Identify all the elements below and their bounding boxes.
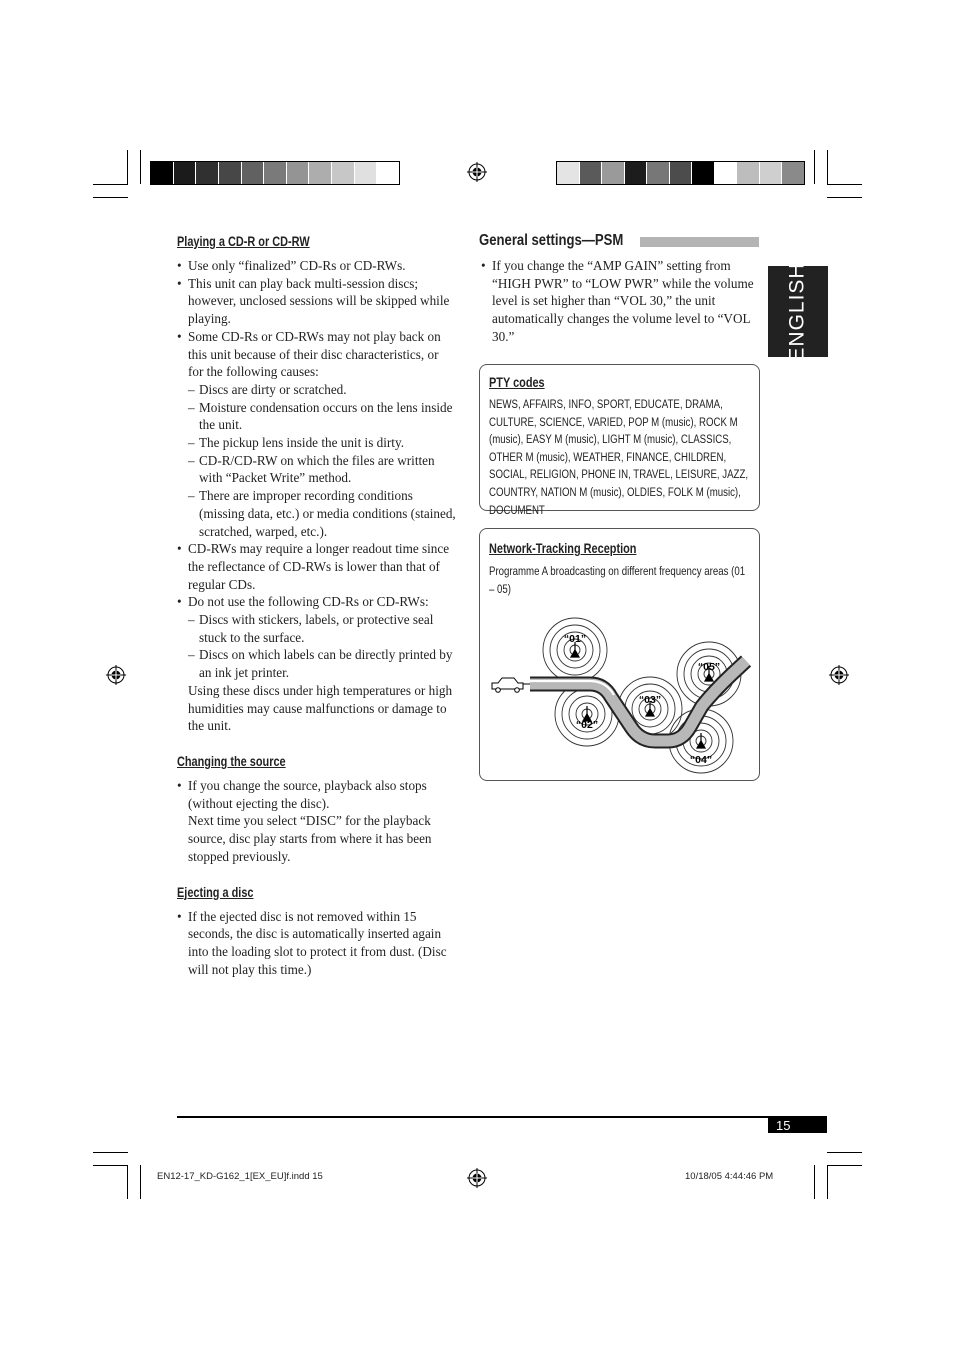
color-swatch: [241, 162, 264, 184]
cause-item: – Discs are dirty or scratched.: [188, 381, 457, 399]
area-label: “02”: [575, 719, 599, 731]
right-column: [479, 232, 761, 346]
crop-mark: [827, 1165, 862, 1166]
pty-codes-title: PTY codes: [489, 374, 545, 390]
avoid-item: – Discs with stickers, labels, or protective seal stuck to the surface.: [188, 611, 457, 646]
list-item-note: Using these discs under high temperatures or high humidities may cause malfunctions or damage to the unit.: [188, 682, 453, 734]
cause-item: – The pickup lens inside the unit is dirty.: [188, 434, 457, 452]
registration-target-icon: [106, 665, 126, 685]
registration-target-icon: [467, 162, 487, 182]
language-side-tab: [768, 262, 828, 362]
print-timestamp: 10/18/05 4:44:46 PM: [685, 1171, 774, 1182]
color-swatch: [714, 162, 737, 184]
color-swatch: [579, 162, 602, 184]
crop-mark: [93, 1152, 128, 1153]
list-item: • Use only “finalized” CD-Rs or CD-RWs.: [177, 257, 457, 275]
color-swatch: [151, 162, 173, 184]
color-swatch: [195, 162, 218, 184]
pty-codes-text-wrap: [489, 396, 823, 519]
general-settings-list: [481, 257, 761, 346]
cause-item: – Moisture condensation occurs on the lens inside the unit.: [188, 399, 457, 434]
general-heading-wrap: [479, 232, 761, 252]
color-swatch: [646, 162, 669, 184]
area-label: “03”: [638, 694, 662, 706]
registration-target-icon: [829, 665, 849, 685]
list-item: [177, 328, 457, 540]
list-item-note: Next time you select “DISC” for the playback source, disc play starts from where it has been stopped previously.: [188, 813, 432, 864]
crop-mark: [140, 150, 141, 184]
network-diagram: [480, 529, 759, 780]
crop-mark: [93, 184, 128, 185]
list-item: [177, 593, 457, 735]
crop-mark: [93, 197, 128, 198]
list-item: [177, 777, 457, 866]
color-swatch: [736, 162, 759, 184]
crop-mark: [827, 197, 862, 198]
list-item: • If you change the “AMP GAIN” setting from “HIGH PWR” to “LOW PWR” while the volume level is set higher than “VOL 30,” the unit automatically changes the volume level to “VOL 30.”: [481, 257, 761, 346]
crop-mark: [814, 1165, 815, 1199]
cause-item: – CD-R/CD-RW on which the files are written with “Packet Write” method.: [188, 452, 457, 487]
color-swatch: [557, 162, 579, 184]
avoid-item: – Discs on which labels can be directly printed by an ink jet printer.: [188, 646, 457, 681]
source-section-heading-wrap: [177, 753, 457, 771]
color-calibration-bar-left: [150, 161, 400, 185]
causes-list: [188, 381, 457, 540]
crop-mark: [827, 184, 862, 185]
list-item: • CD-RWs may require a longer readout time since the reflectance of CD-RWs is lower than that of regular CDs.: [177, 540, 457, 593]
color-swatch: [331, 162, 354, 184]
crop-mark: [827, 1165, 828, 1199]
color-swatch: [601, 162, 624, 184]
color-swatch: [263, 162, 286, 184]
car-icon: [492, 678, 530, 692]
area-label: “05”: [697, 661, 721, 673]
heading-bar: [640, 237, 759, 247]
cause-item: – There are improper recording conditions (missing data, etc.) or media conditions (stained, scratched, warped, etc.).: [188, 487, 457, 540]
area-label: “04”: [689, 754, 713, 766]
source-section-title: Changing the source: [177, 752, 286, 769]
list-item-text: Do not use the following CD-Rs or CD-RWs:: [188, 594, 429, 610]
color-swatch: [308, 162, 331, 184]
network-tracking-title: Network-Tracking Reception: [489, 540, 637, 556]
page-number: 15: [776, 1118, 791, 1133]
avoid-discs-list: [188, 611, 457, 682]
general-settings-title: General settings—PSM: [479, 232, 624, 249]
cd-section-heading-wrap: [177, 233, 457, 251]
color-swatch: [286, 162, 309, 184]
list-item: • If the ejected disc is not removed within 15 seconds, the disc is automatically inserted again into the loading slot to protect it from dust. (Disc will not play this time.): [177, 908, 457, 979]
crop-mark: [827, 150, 828, 184]
pty-codes-box: [479, 364, 760, 517]
color-swatch: [354, 162, 377, 184]
color-swatch: [691, 162, 714, 184]
language-tab-label: ENGLISH: [786, 262, 810, 362]
color-swatch: [173, 162, 196, 184]
crop-mark: [827, 1152, 862, 1153]
eject-section-heading-wrap: [177, 884, 457, 902]
crop-mark: [140, 1165, 141, 1199]
eject-section-title: Ejecting a disc: [177, 883, 254, 900]
eject-section-list: [177, 908, 457, 979]
color-swatch: [669, 162, 692, 184]
color-swatch: [759, 162, 782, 184]
cd-section-title: Playing a CD-R or CD-RW: [177, 233, 310, 249]
pty-codes-list: NEWS, AFFAIRS, INFO, SPORT, EDUCATE, DRAMA, CULTURE, SCIENCE, VARIED, POP M (music), ROCK M (music), EASY M (music), LIGHT M (music), CLASSICS, OTHER M (music), WEATHER, FINANCE, CHILDREN, SOCIAL, RELIGION, PHONE IN, TRAVEL, LEISURE, JAZZ, COUNTRY, NATION M (music), OLDIES, FOLK M (music), DOCUMENT: [489, 397, 749, 517]
registration-target-icon: [467, 1168, 487, 1188]
footer-rule: [177, 1116, 827, 1118]
pty-heading-wrap: [489, 374, 560, 392]
list-item-text: If you change the source, playback also stops (without ejecting the disc).: [188, 777, 427, 811]
color-swatch: [781, 162, 804, 184]
color-swatch: [376, 162, 399, 184]
cd-section-list: [177, 257, 457, 735]
color-calibration-bar-right: [556, 161, 805, 185]
page-number-tab: [768, 1118, 827, 1133]
crop-mark: [93, 1165, 128, 1166]
color-swatch: [218, 162, 241, 184]
crop-mark: [127, 150, 128, 184]
crop-mark: [814, 150, 815, 184]
source-section-list: [177, 777, 457, 866]
crop-mark: [127, 1165, 128, 1199]
file-info: EN12-17_KD-G162_1[EX_EU]f.indd 15: [157, 1171, 323, 1182]
list-item: • This unit can play back multi-session discs; however, unclosed sessions will be skipped while playing.: [177, 275, 457, 328]
network-caption: Programme A broadcasting on different frequency areas (01 – 05): [489, 564, 746, 596]
list-item-text: Some CD-Rs or CD-RWs may not play back on this unit because of their disc characteristics, or for the following causes:: [188, 328, 441, 380]
network-tracking-box: [479, 528, 760, 781]
area-label: “01”: [563, 633, 587, 645]
color-swatch: [624, 162, 647, 184]
left-column: [177, 233, 457, 978]
